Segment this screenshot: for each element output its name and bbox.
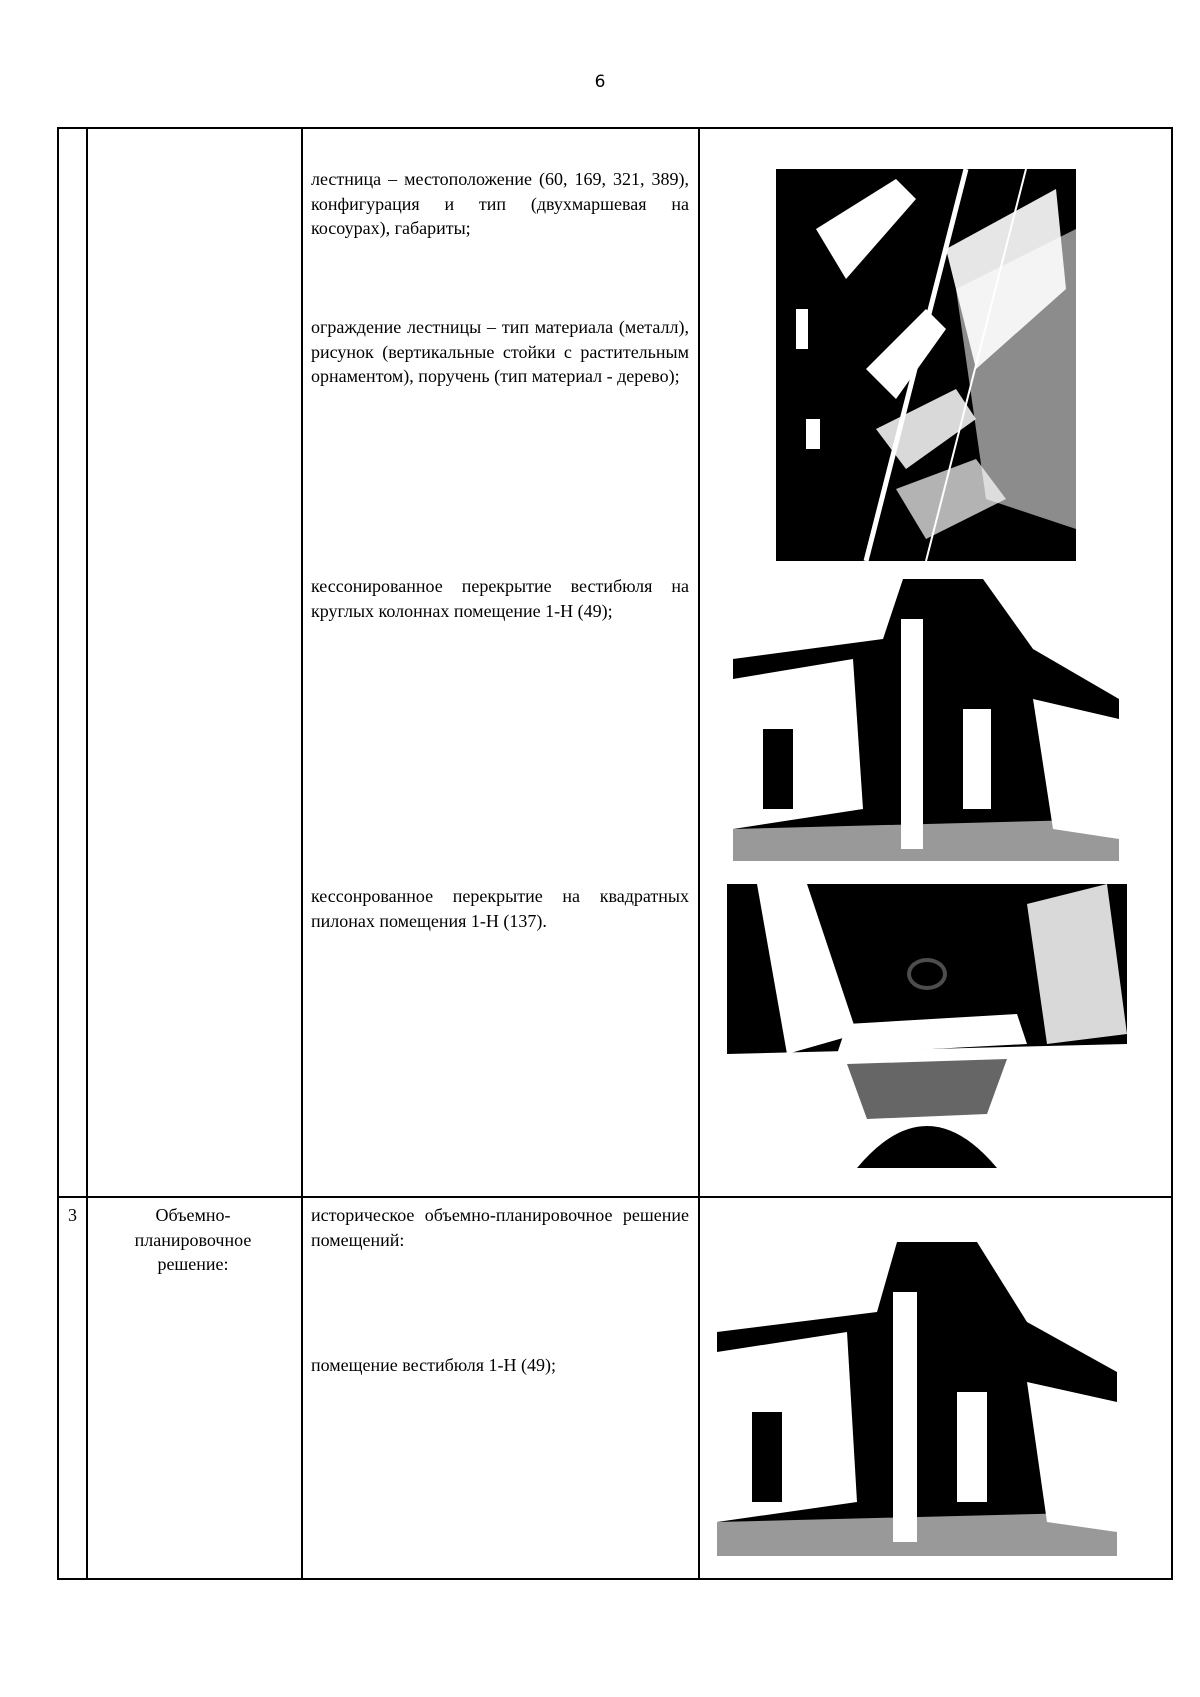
page-number: 6: [594, 72, 606, 92]
vestibule-room-photo: [717, 1242, 1117, 1556]
row1-item1-text: лестница – местоположение (60, 169, 321, 389), конфигурация и тип (двухмаршевая на косоурах), габариты;: [311, 169, 689, 238]
staircase-photo: [776, 169, 1076, 561]
table: [57, 127, 1173, 1580]
row2-item2-text: помещение вестибюля 1-Н (49);: [311, 1355, 556, 1375]
row2-number: 3: [68, 1205, 77, 1225]
row1-item2-text: ограждение лестницы – тип материала (металл), рисунок (вертикальные стойки с растительным орнаментом), поручень (тип материал - дерево);: [311, 317, 689, 386]
row1-item4-text: кессонрованное перекрытие на квадратных пилонах помещения 1-Н (137).: [311, 886, 689, 931]
row2-item1-text: историческое объемно-планировочное решение помещений:: [311, 1205, 689, 1250]
pylons-ceiling-photo: [727, 884, 1127, 1168]
row2-name: Объемно-планировочное решение:: [134, 1205, 252, 1274]
row1-item3-text: кессонированное перекрытие вестибюля на круглых колоннах помещение 1-Н (49);: [311, 576, 689, 621]
vestibule-ceiling-photo: [733, 579, 1119, 861]
